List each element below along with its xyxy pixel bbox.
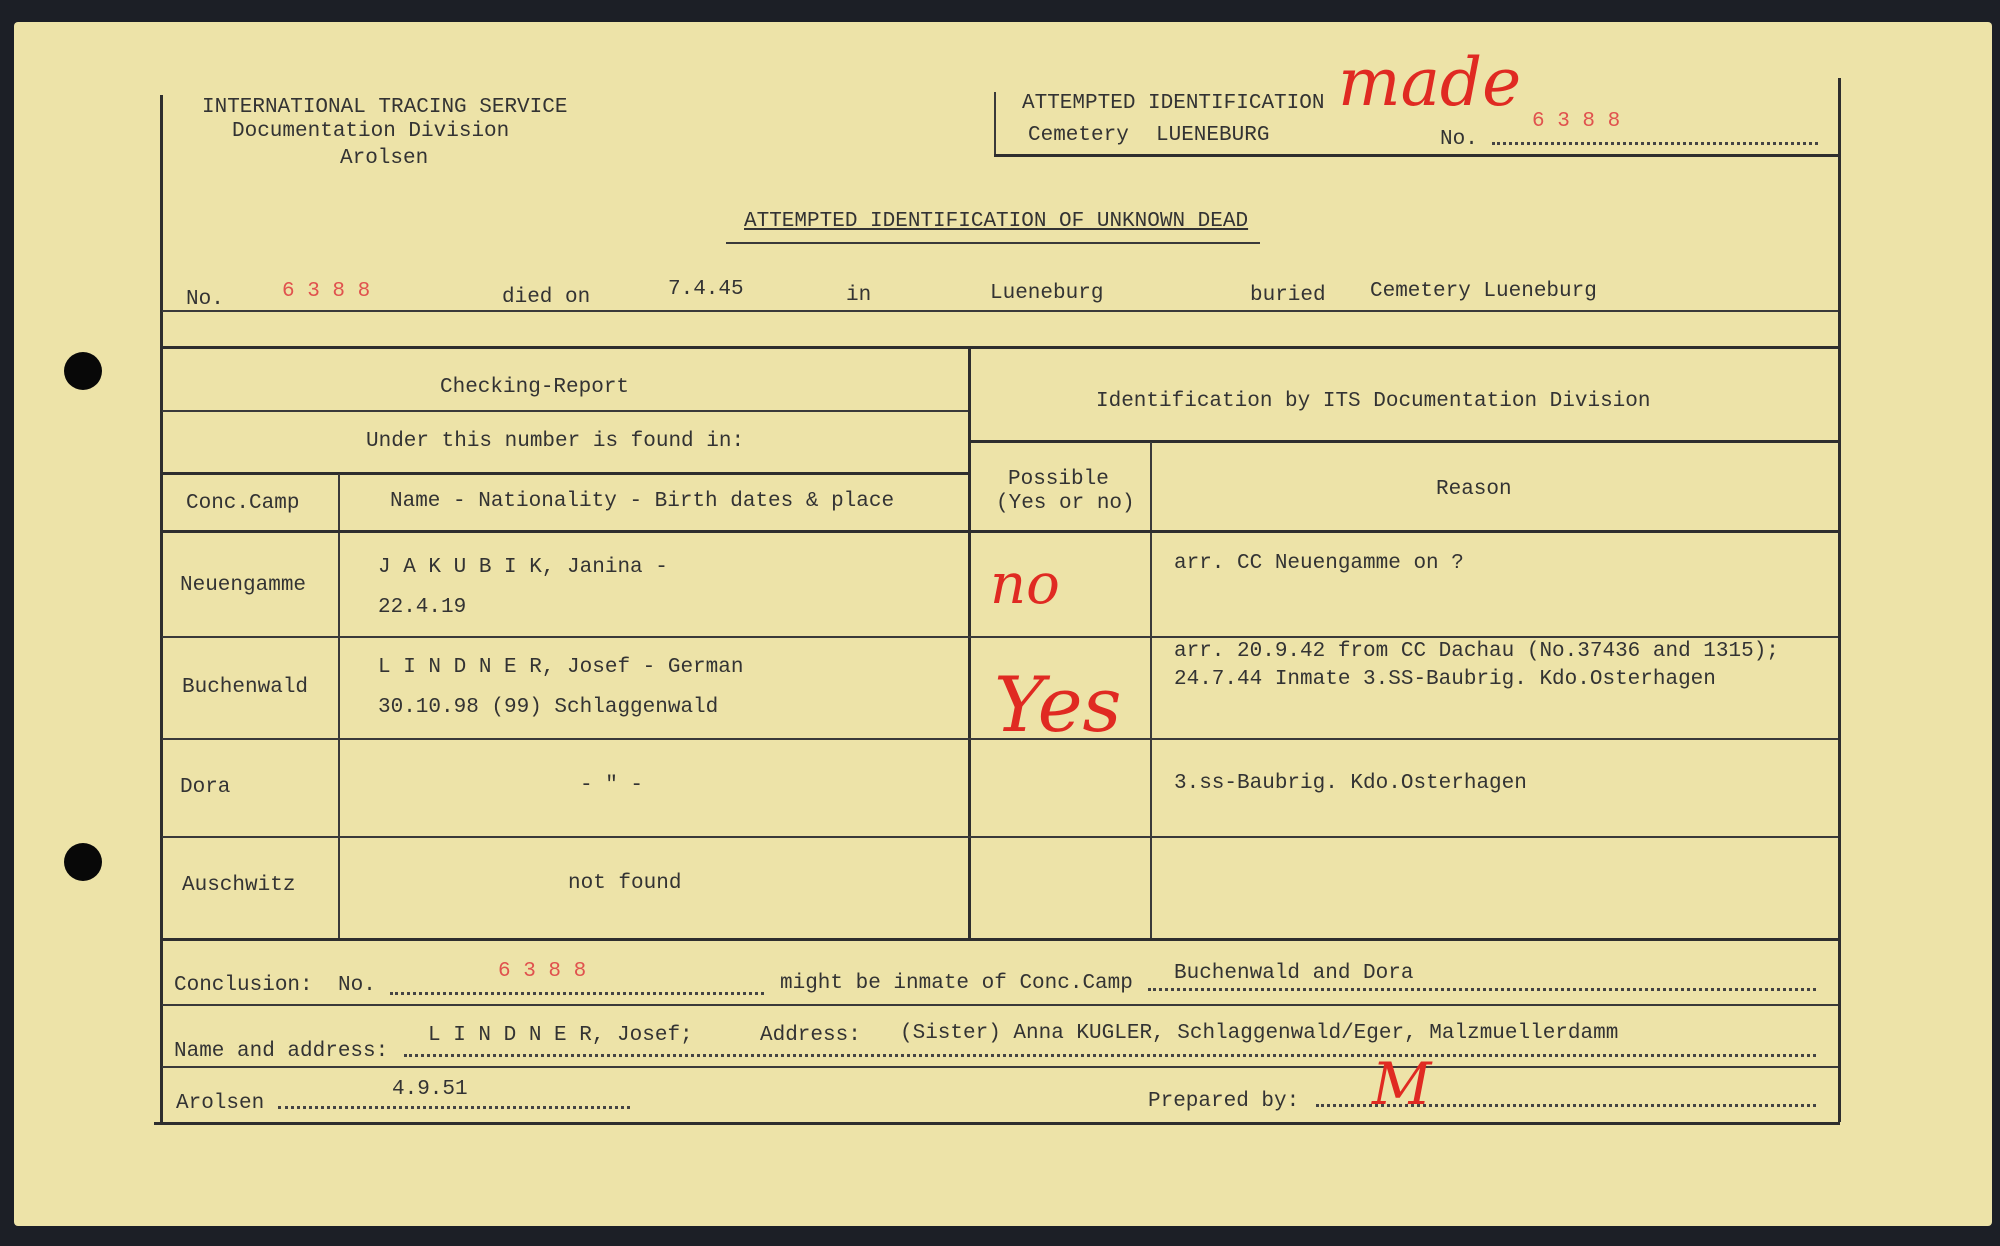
row-2-name-line1: L I N D N E R, Josef - German [378,656,744,679]
title-underline [726,242,1260,244]
name-address-row-bottom [162,1066,1838,1068]
row-1-name-line2: 22.4.19 [378,596,467,619]
punch-hole-bottom [64,843,102,881]
footer-place-label: Arolsen [176,1092,265,1115]
record-no-value: 6 3 8 8 [282,280,371,303]
name-address-dots [404,1054,1816,1057]
row-2-reason-line1: arr. 20.9.42 from CC Dachau (No.37436 and 1315); [1174,640,1779,663]
record-line [162,310,1838,312]
died-on-label: died on [502,286,591,309]
conclusion-mid-text: might be inmate of Conc.Camp [780,972,1133,995]
header-no-dots [1492,142,1818,145]
row-1-bottom [162,636,1838,638]
header-no-label: No. [1440,128,1478,151]
frame-bottom [154,1122,1840,1125]
conclusion-no-label: No. [338,974,376,997]
name-address-name: L I N D N E R, Josef; [428,1024,693,1047]
row-2-possible: Yes [994,660,1122,749]
org-line-3: Arolsen [340,147,429,170]
row-2-camp: Buchenwald [182,676,309,699]
checking-report-title: Checking-Report [440,376,630,399]
header-box-title: ATTEMPTED IDENTIFICATION [1022,92,1325,115]
col-header-possible-2: (Yes or no) [996,492,1135,515]
camp-column-divider [338,474,340,938]
row-1-camp: Neuengamme [180,574,307,597]
handwritten-made: made [1338,44,1522,121]
checking-subtitle-line [162,472,968,475]
col-header-reason: Reason [1436,478,1512,501]
row-3-name-line1: - " - [580,774,644,797]
possible-column-divider [1150,442,1152,938]
form-title: ATTEMPTED IDENTIFICATION OF UNKNOWN DEAD [744,210,1249,233]
checking-report-subtitle: Under this number is found in: [366,430,745,453]
org-line-2: Documentation Division [232,120,510,143]
in-label: in [846,284,872,307]
buried-label: buried [1250,284,1326,307]
org-line-1: INTERNATIONAL TRACING SERVICE [202,96,568,119]
name-address-address-value: (Sister) Anna KUGLER, Schlaggenwald/Eger, Malzmuellerdamm [900,1022,1619,1045]
col-header-possible-1: Possible [1008,468,1109,491]
row-3-reason-line1: 3.ss-Baubrig. Kdo.Osterhagen [1174,772,1527,795]
prepared-by-initial: M [1372,1050,1432,1118]
identification-title: Identification by ITS Documentation Division [1096,390,1651,413]
died-on-value: 7.4.45 [668,278,744,301]
in-value: Lueneburg [990,282,1104,305]
row-3-camp: Dora [180,776,231,799]
header-no-value: 6 3 8 8 [1532,110,1621,133]
frame-left [160,95,163,1125]
footer-date-value: 4.9.51 [392,1078,468,1101]
table-bottom-border [162,938,1838,941]
row-1-reason-line1: arr. CC Neuengamme on ? [1174,552,1464,575]
record-no-label: No. [186,288,224,311]
conclusion-camp-dots [1148,988,1816,991]
identification-title-line [970,440,1838,443]
footer-date-dots [278,1106,630,1109]
name-address-address-label: Address: [760,1024,861,1047]
header-box-bottom-border [994,154,1838,157]
checking-title-line [162,410,968,412]
prepared-by-label: Prepared by: [1148,1090,1300,1113]
row-2-reason-line2: 24.7.44 Inmate 3.SS-Baubrig. Kdo.Osterhagen [1174,668,1716,691]
conclusion-row-bottom [162,1004,1838,1006]
row-2-name-line2: 30.10.98 (99) Schlaggenwald [378,696,719,719]
conclusion-label: Conclusion: [174,974,313,997]
header-box-left-border [994,92,996,154]
cemetery-value: LUENEBURG [1156,124,1270,147]
col-header-camp: Conc.Camp [186,492,300,515]
frame-right [1838,78,1841,1122]
conclusion-camp-value: Buchenwald and Dora [1174,962,1414,985]
buried-value: Cemetery Lueneburg [1370,280,1597,303]
row-1-name-line1: J A K U B I K, Janina - [378,556,668,579]
punch-hole-top [64,352,102,390]
conclusion-no-dots [390,992,764,995]
table-center-divider [968,348,971,938]
header-row-bottom [162,530,1838,533]
conclusion-no-value: 6 3 8 8 [498,960,587,983]
row-1-possible: no [990,552,1060,617]
row-4-name-line1: not found [568,872,682,895]
row-4-camp: Auschwitz [182,874,296,897]
cemetery-label: Cemetery [1028,124,1129,147]
name-address-label: Name and address: [174,1040,389,1063]
table-top-border [162,346,1838,349]
row-3-bottom [162,836,1838,838]
col-header-name: Name - Nationality - Birth dates & place [390,490,895,513]
